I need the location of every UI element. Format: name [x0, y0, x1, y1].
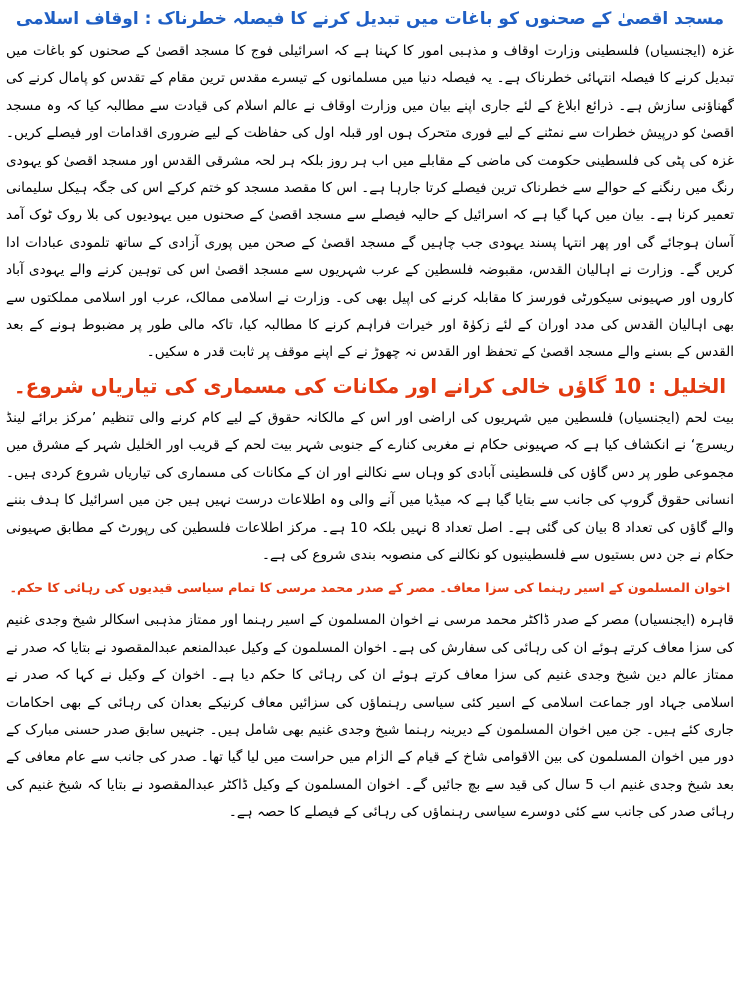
headline-morsi-pardon: اخوان المسلمون کے اسیر رہنما کی سزا معاف۔ مصر کے صدر محمد مرسی کا تمام سیاسی قیدیوں کی رہائی کا حکم۔ — [9, 580, 731, 596]
headline-aqsa-gardens: مسجد اقصیٰ کے صحنوں کو باغات میں تبدیل کرنے کا فیصلہ خطرناک : اوقاف اسلامی — [15, 9, 725, 29]
article-morsi-pardon — [6, 573, 734, 826]
body-aqsa-gardens: غزہ (ایجنسیاں) فلسطینی وزارت اوقاف و مذہبی امور کا کہنا ہے کہ اسرائیلی فوج کا مسجد اقصیٰ کے صحنوں کو باغات میں تبدیل کرنے کا فیصلہ انتہائی خطرناک ہے۔ یہ فیصلہ دنیا میں مسلمانوں کے تیسرے مقدس ترین مقام کے تقدس کو پامال کرنے کی گھناؤنی سازش ہے۔ ذرائع ابلاغ کے لئے جاری اپنے بیان میں وزارت اوقاف نے عالم اسلام کی قیادت سے مطالبہ کیا کہ وہ مسجد اقصیٰ کو درپیش خطرات سے نمٹنے کے لیے فوری متحرک ہوں اور قبلہ اول کی حفاظت کے لیے ضروری اقدامات اور فیصلے کریں۔ غزہ کی پٹی کی فلسطینی حکومت کی ماضی کے مقابلے میں اب ہر روز بلکہ ہر لحہ مشرقی القدس اور مسجد اقصیٰ کو یہودی رنگ میں رنگنے کے حوالے سے خطرناک ترین فیصلے کرتا جارہا ہے۔ اس کا مقصد مسجد کو ختم کرکے اس کی جگہ ہیکل سلیمانی تعمیر کرنا ہے۔ بیان میں کہا گیا ہے کہ اسرائیل کے حالیہ فیصلے سے مسجد اقصیٰ کے صحنوں میں یہودیوں کی بلا روک ٹوک آمد آسان ہوجائے گی اور پھر انتہا پسند یہودی جب چاہیں گے مسجد اقصیٰ کے صحن میں پوری آزادی کے ساتھ تلمودی عبادات ادا کریں گے۔ وزارت نے اہالیان القدس، مقبوضہ فلسطین کے عرب شہریوں سے مسجد اقصیٰ اس کی توہین کرنے والے یہودی آباد کاروں اور صہیونی سیکورٹی فورسز کا مقابلہ کرنے کی اپیل بھی کی۔ وزارت نے اسلامی ممالک، عرب اور اسلامی مملکتوں سے بھی اہالیان القدس کی مدد اوران کے لئے زکوٰۃ اور خیرات فراہم کرنے کا مطالبہ کیا، تاکہ مالی طور پر مضبوط ہونے کے بعد القدس کے بسنے والے مسجد اقصیٰ کے تحفظ اور القدس نہ چھوڑ نے کے اپنے موقف پر ثابت قدر ہ سکیں۔ — [6, 43, 734, 361]
body-morsi-pardon: قاہرہ (ایجنسیاں) مصر کے صدر ڈاکٹر محمد مرسی نے اخوان المسلمون کے اسیر رہنما اور ممتاز مذہبی اسکالر شیخ وجدی غنیم کی سزا معاف کرتے ہوئے ان کی رہائی کی سفارش کی ہے۔ اخوان المسلمون کے وکیل عبدالمنعم عبدالمقصود نے بتایا کہ صدر نے ممتاز عالم دین شیخ وجدی غنیم کی سزا معاف کرتے ہوئے ان کی رہائی کا حکم دیا ہے۔ اخوان کے وکیل نے کہا کہ صدر نے اسلامی جہاد اور جماعت اسلامی کے اسیر کئی سیاسی رہنماؤں کی سزائیں معاف کرنیکے بعدان کی رہائی کے بھی احکامات جاری کئے ہیں۔ جن میں اخوان المسلمون کے دیرینہ رہنما شیخ وجدی غنیم بھی شامل ہیں۔ جنہیں سابق صدر حسنی مبارک کے دور میں اخوان المسلمون کی بین الاقوامی شاخ کے قیام کے الزام میں حراست میں لیا گیا تھا۔ صدر کی جانب سے عام معافی کے بعد شیخ وجدی غنیم اب 5 سال کی قید سے بچ جائیں گے۔ اخوان المسلمون کے وکیل ڈاکٹر عبدالمقصود نے بتایا کہ شیخ غنیم کی رہائی صدر کی جانب سے کئی دوسرے سیاسی رہنماؤں کی رہائی کے فیصلے کا حصہ ہے۔ — [6, 612, 734, 821]
headline-hebron-villages: الخلیل : 10 گاؤں خالی کرانے اور مکانات کی مسماری کی تیاریاں شروع۔ — [13, 373, 727, 398]
body-hebron-villages: بیت لحم (ایجنسیاں) فلسطین میں شہریوں کی اراضی اور اس کے مالکانہ حقوق کے لیے کام کرنے والی تنظیم ’مرکز برائے لینڈ ریسرچ‘ نے انکشاف کیا ہے کہ صہیونی حکام نے مغربی کنارے کے جنوبی شہر بیت لحم کے قریب اور الخلیل شہر کے مشرق میں مجموعی طور پر دس گاؤں کی فلسطینی آبادی کو وہاں سے نکالنے اور ان کے مکانات کی مسماری کی تیاریاں شروع کردی ہیں۔ انسانی حقوق گروپ کی جانب سے بتایا گیا ہے کہ میڈیا میں آنے والی وہ اطلاعات درست نہیں ہیں جن میں اسرائیل کا ہدف بننے والے گاؤں کی تعداد 8 بیان کی گئی ہے۔ اصل تعداد 8 نہیں بلکہ 10 ہے۔ مرکز اطلاعات فلسطین کی رپورٹ کے مطابق صہیونی حکام نے جن دس بستیوں سے فلسطینیوں کو نکالنے کی منصوبہ بندی شروع کی ہے۔ — [6, 409, 734, 563]
article-hebron-villages — [6, 371, 734, 569]
article-aqsa-gardens — [6, 4, 734, 367]
